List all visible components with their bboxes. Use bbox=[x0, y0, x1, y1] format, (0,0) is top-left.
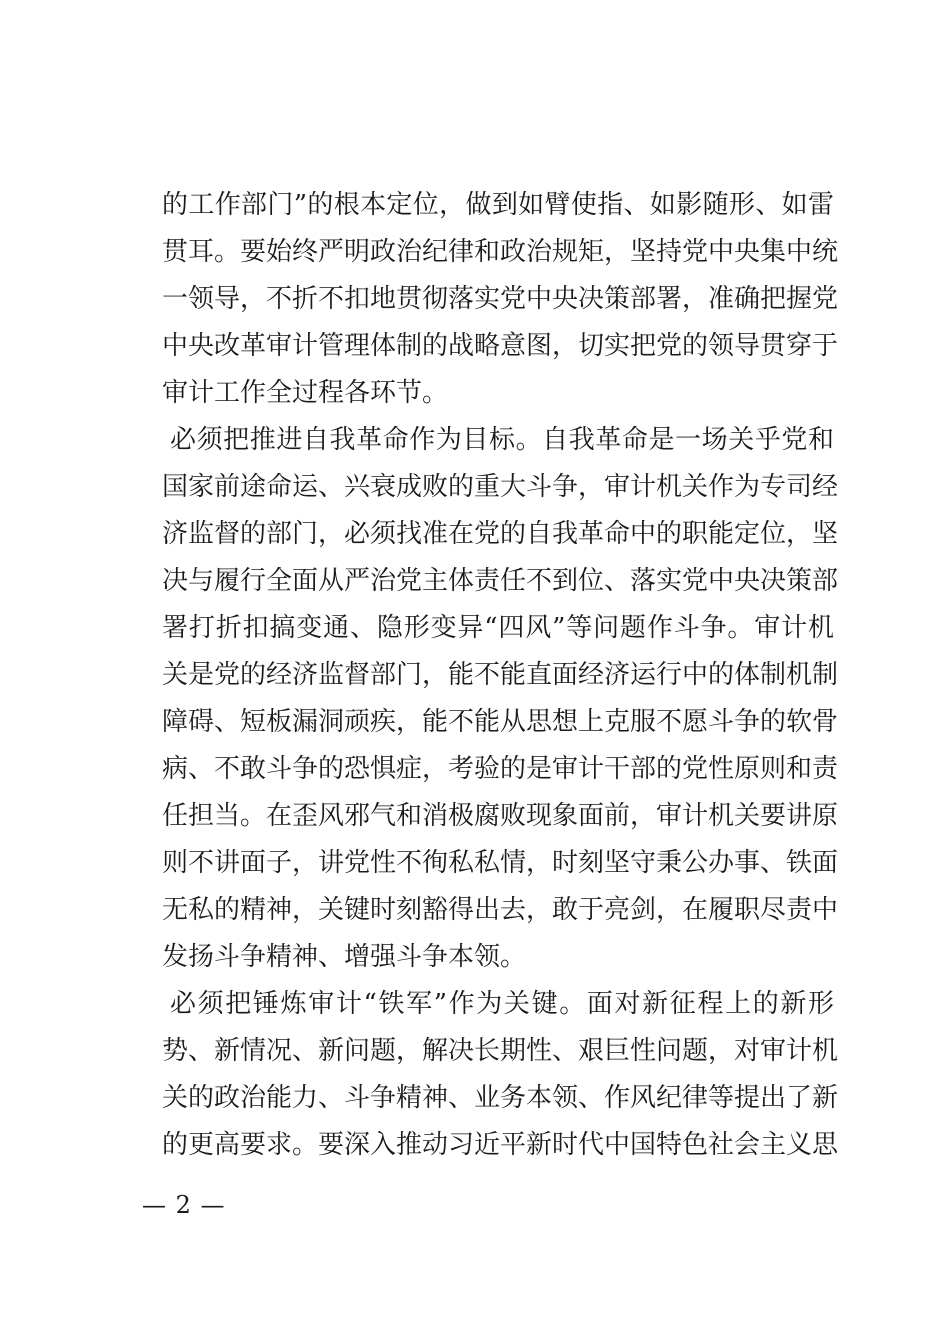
text-line: 决与履行全面从严治党主体责任不到位、落实党中央决策部 bbox=[162, 566, 839, 596]
text-line: 贯耳。要始终严明政治纪律和政治规矩，坚持党中央集中统 bbox=[162, 237, 839, 267]
text-line: 关是党的经济监督部门，能不能直面经济运行中的体制机制 bbox=[162, 660, 839, 690]
text-line: 署打折扣搞变通、隐形变异“四风”等问题作斗争。审计机 bbox=[162, 613, 834, 643]
text-line: 病、不敢斗争的恐惧症，考验的是审计干部的党性原则和责 bbox=[162, 754, 839, 784]
text-line: 中央改革审计管理体制的战略意图，切实把党的领导贯穿于 bbox=[162, 331, 839, 361]
document-body bbox=[162, 182, 839, 1169]
text-line: 发扬斗争精神、增强斗争本领。 bbox=[162, 942, 527, 972]
text-line: 无私的精神，关键时刻豁得出去，敢于亮剑，在履职尽责中 bbox=[162, 895, 839, 925]
page-number: — 2 — bbox=[142, 1191, 226, 1219]
text-line: 济监督的部门，必须找准在党的自我革命中的职能定位，坚 bbox=[162, 519, 839, 549]
text-line: 必须把推进自我革命作为目标。自我革命是一场关乎党和 bbox=[170, 425, 834, 455]
text-line: 任担当。在歪风邪气和消极腐败现象面前，审计机关要讲原 bbox=[162, 801, 839, 831]
text-line: 国家前途命运、兴衰成败的重大斗争，审计机关作为专司经 bbox=[162, 472, 839, 502]
text-line: 的工作部门”的根本定位，做到如臂使指、如影随形、如雷 bbox=[162, 190, 834, 220]
text-line: 则不讲面子，讲党性不徇私私情，时刻坚守秉公办事、铁面 bbox=[162, 848, 839, 878]
text-line: 障碍、短板漏洞顽疾，能不能从思想上克服不愿斗争的软骨 bbox=[162, 707, 839, 737]
text-line: 势、新情况、新问题，解决长期性、艰巨性问题，对审计机 bbox=[162, 1036, 839, 1066]
paragraph-1 bbox=[162, 182, 839, 417]
text-line: 关的政治能力、斗争精神、业务本领、作风纪律等提出了新 bbox=[162, 1083, 839, 1113]
text-line: 审计工作全过程各环节。 bbox=[162, 378, 449, 408]
paragraph-3 bbox=[162, 981, 839, 1169]
text-line: 必须把锤炼审计“铁军”作为关键。面对新征程上的新形 bbox=[170, 989, 834, 1019]
text-line: 一领导，不折不扣地贯彻落实党中央决策部署，准确把握党 bbox=[162, 284, 839, 314]
paragraph-2 bbox=[162, 417, 839, 981]
text-line: 的更高要求。要深入推动习近平新时代中国特色社会主义思 bbox=[162, 1130, 839, 1160]
